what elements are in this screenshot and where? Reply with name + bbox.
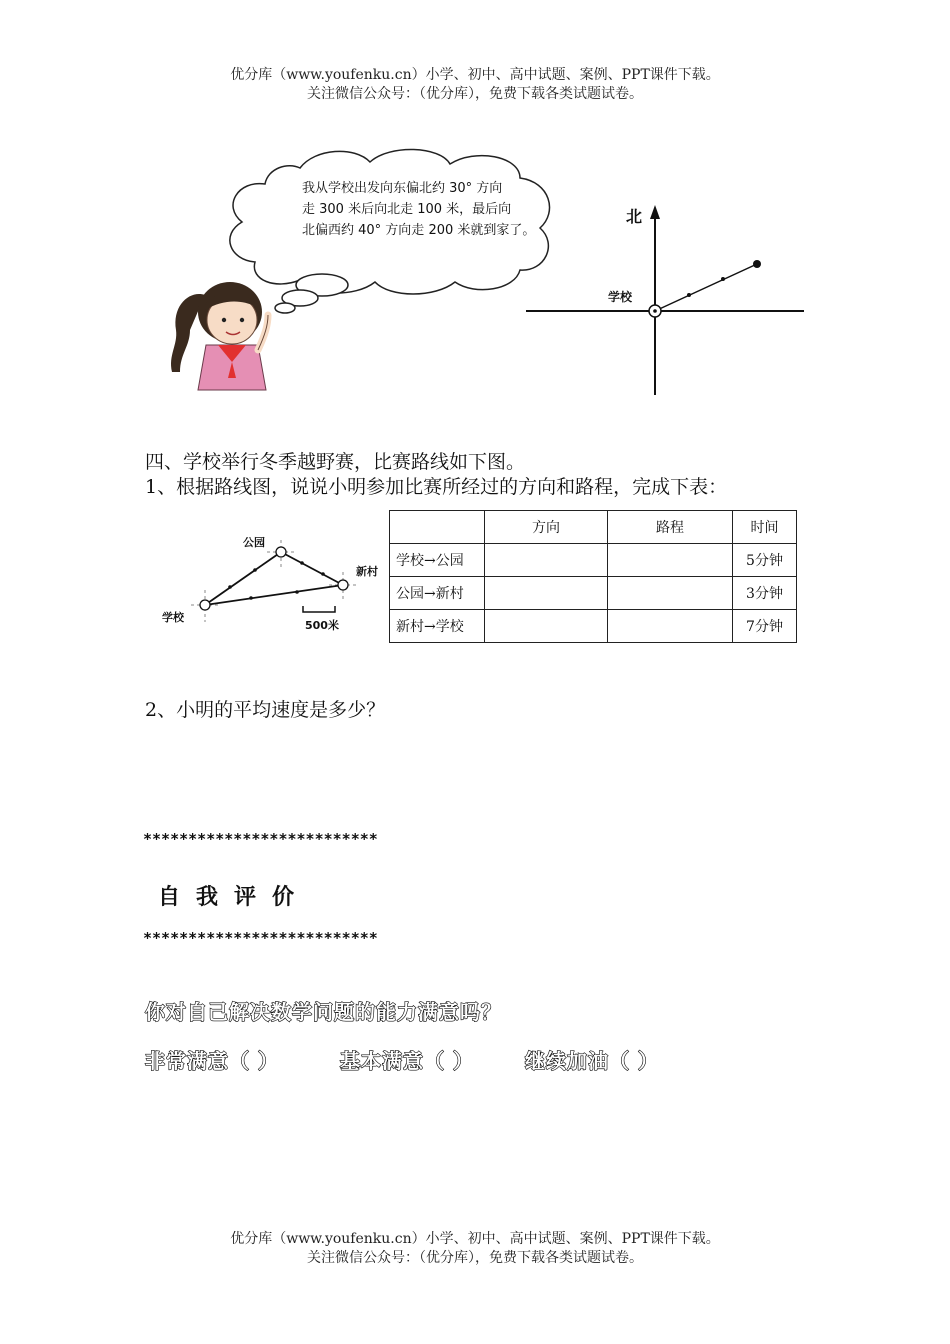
table-cell-leg: 公园→新村 [390,577,485,610]
option-keep-going[interactable]: 继续加油（ ） [525,1049,659,1073]
footer-line-1: 优分库（www.youfenku.cn）小学、初中、高中试题、案例、PPT课件下载。 [230,1231,720,1247]
girl-icon [171,282,268,390]
school-marker [200,600,210,610]
bubble-text-1: 我从学校出发向东偏北约 30° 方向 [302,181,503,196]
compass-diagram [520,195,810,400]
table-cell-leg: 学校→公园 [390,544,485,577]
table-cell-direction[interactable] [485,610,608,643]
table-cell-leg: 新村→学校 [390,610,485,643]
table-cell-time: 3分钟 [733,577,797,610]
map-label-village: 新村 [356,565,378,578]
village-marker [338,580,348,590]
endpoint-dot [753,260,761,268]
table-header-cell: 时间 [733,511,797,544]
north-arrow-icon [650,205,660,219]
table-header-cell [390,511,485,544]
option-basically-satisfied[interactable]: 基本满意（ ） [340,1049,474,1073]
header-line-2: 关注微信公众号：（优分库），免费下载各类试题试卷。 [307,86,643,102]
compass-origin-label: 学校 [608,290,633,304]
table-header-row [390,511,797,544]
table-cell-time: 5分钟 [733,544,797,577]
table-cell-direction[interactable] [485,577,608,610]
question-1: 1、根据路线图，说说小明参加比赛所经过的方向和路程，完成下表： [145,476,728,498]
scale-bar [303,606,335,612]
question-2: 2、小明的平均速度是多少？ [145,699,386,721]
map-label-school: 学校 [162,611,184,624]
compass-north-label: 北 [626,207,643,226]
self-evaluation-title: 自我评价 [158,884,311,910]
route-line [655,264,757,311]
stars-divider-bottom: ************************** [143,929,378,947]
table-row [390,577,797,610]
table-header-cell: 方向 [485,511,608,544]
table-cell-distance[interactable] [608,577,733,610]
park-marker [276,547,286,557]
table-cell-time: 7分钟 [733,610,797,643]
header-line-1: 优分库（www.youfenku.cn）小学、初中、高中试题、案例、PPT课件下载。 [230,67,720,83]
map-label-scale: 500米 [305,619,339,632]
footer-line-2: 关注微信公众号：（优分库），免费下载各类试题试卷。 [307,1250,643,1266]
option-very-satisfied[interactable]: 非常满意（ ） [145,1049,279,1073]
table-row [390,610,797,643]
section-4-title: 四、学校举行冬季越野赛，比赛路线如下图。 [145,451,526,473]
evaluation-question: 你对自己解决数学问题的能力满意吗？ [145,1000,502,1024]
table-cell-distance[interactable] [608,544,733,577]
route-table [389,510,797,643]
table-cell-distance[interactable] [608,610,733,643]
table-cell-direction[interactable] [485,544,608,577]
table-row [390,544,797,577]
bubble-text-2: 走 300 米后向北走 100 米，最后向 [302,202,512,217]
stars-divider-top: ************************** [143,830,378,848]
bubble-text-3: 北偏西约 40° 方向走 200 米就到家了。 [302,223,536,238]
route-map [155,530,385,640]
map-label-park: 公园 [243,536,265,549]
table-header-cell: 路程 [608,511,733,544]
